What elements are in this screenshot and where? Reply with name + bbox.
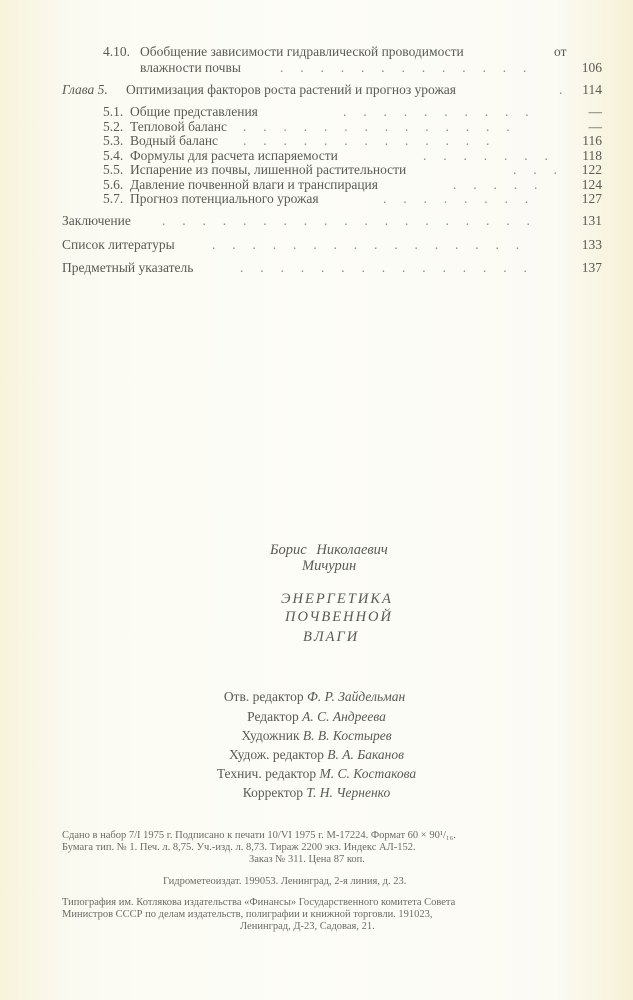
credit-technical-editor [0, 766, 633, 782]
toc-number: 5.6. [103, 177, 124, 192]
toc-title: Давление почвенной влаги и транспирация [130, 177, 378, 192]
credit-name: А. С. Андреева [302, 709, 386, 724]
toc-number: 4.10. [103, 44, 130, 59]
credit-role: Редактор [247, 709, 299, 724]
toc-title: Тепловой баланс [130, 119, 227, 134]
toc-page-number: 122 [581, 162, 602, 177]
credit-name: М. С. Костакова [319, 766, 417, 781]
toc-leader-dots: . . . . . . . . . . . . . . . . . . . [162, 213, 530, 228]
book-title-line3: ВЛАГИ [303, 629, 360, 645]
toc-number: 5.3. [103, 133, 124, 148]
toc-chapter-prefix: Глава 5. [62, 82, 108, 97]
imprint-line1: Сдано в набор 7/I 1975 г. Подписано к печати 10/VI 1975 г. М-17224. Формат 60 × 90¹/₁₆. [62, 830, 456, 841]
toc-leader-dots: . . . . . . . . . . . . . . [243, 119, 510, 134]
toc-leader-dots: . . . . . . . [423, 148, 548, 163]
book-title-line1: ЭНЕРГЕТИКА [281, 591, 393, 607]
toc-page-number: 116 [582, 133, 602, 148]
toc-title: Формулы для расчета испаряемости [130, 148, 338, 163]
toc-title-line2: влажности почвы [140, 60, 241, 75]
toc-title-tail: от [554, 44, 567, 59]
toc-number: 5.7. [103, 191, 124, 206]
imprint-printer-line2: Министров СССР по делам издательств, полиграфии и книжной торговли. 191023, [62, 909, 433, 920]
credit-name: В. В. Костырев [302, 728, 392, 743]
toc-number: 5.5. [103, 162, 124, 177]
imprint-printer-line1: Типография им. Котлякова издательства «Финансы» Государственного комитета Совета [62, 897, 456, 908]
toc-title: Прогноз потенциального урожая [130, 191, 319, 206]
toc-title: Обобщение зависимости гидравлической проводимости [140, 44, 464, 59]
toc-number: 5.4. [103, 148, 124, 163]
credit-role: Худож. редактор [229, 747, 324, 762]
author-last-name: Мичурин [302, 558, 357, 574]
credit-artist [0, 728, 633, 744]
credit-art-editor [0, 747, 633, 763]
credit-proofreader [0, 785, 633, 801]
toc-leader-dots: . . . . . . . . [383, 191, 529, 206]
toc-page-number: 114 [582, 82, 602, 97]
toc-page-number: 127 [581, 191, 602, 206]
toc-title: Общие представления [130, 104, 258, 119]
toc-page-number: — [588, 119, 602, 134]
credit-role: Корректор [242, 785, 303, 800]
toc-page-number: — [588, 104, 602, 119]
toc-leader-dots: . . . . . [453, 177, 538, 192]
toc-leader-dots: . . . . . . . . . . . . . [243, 133, 490, 148]
toc-page-number: 137 [581, 260, 602, 275]
toc-number: 5.2. [103, 119, 124, 134]
credit-responsible-editor [0, 689, 631, 705]
imprint-publisher: Гидрометеоиздат. 199053. Ленинград, 2-я линия, д. 23. [163, 876, 407, 887]
toc-leader-dots: . . . . . . . . . . . . . . . [240, 260, 527, 275]
toc-page-number: 124 [581, 177, 602, 192]
toc-title: Заключение [62, 213, 131, 228]
toc-title: Водный баланс [130, 133, 219, 148]
imprint-line2: Бумага тип. № 1. Печ. л. 8,75. Уч.-изд. л. 8,73. Тираж 2200 экз. Индекс АЛ-152. [62, 842, 416, 853]
credit-name: Т. Н. Черненко [306, 785, 391, 800]
toc-leader-dots: . . . . . . . . . . . . . . . . [212, 237, 520, 252]
toc-title: Предметный указатель [62, 260, 194, 275]
toc-title: Список литературы [62, 237, 175, 252]
toc-page-number: 131 [581, 213, 602, 228]
toc-leader-dots: . . . . . . . . . . . . . [280, 60, 527, 75]
credit-role: Технич. редактор [216, 766, 317, 781]
toc-title: Оптимизация факторов роста растений и прогноз урожая [126, 82, 456, 97]
author-first-name: Борис Николаевич [270, 542, 388, 558]
toc-leader-dots: . . . . . . . . . . [343, 104, 529, 119]
toc-title: Испарение из почвы, лишенной растительности [130, 162, 407, 177]
credit-editor [0, 709, 633, 725]
credit-name: Ф. Р. Зайдельман [307, 689, 406, 704]
toc-leader-dots: . . . [513, 162, 557, 177]
toc-leader-dots: . [559, 82, 563, 97]
imprint-line3: Заказ № 311. Цена 87 коп. [249, 854, 365, 865]
book-title-line2: ПОЧВЕННОЙ [285, 609, 393, 625]
toc-number: 5.1. [103, 104, 124, 119]
credit-role: Художник [241, 728, 300, 743]
imprint-printer-line3: Ленинград, Д-23, Садовая, 21. [240, 921, 375, 932]
toc-page-number: 118 [582, 148, 602, 163]
credit-name: В. А. Баканов [327, 747, 404, 762]
toc-page-number: 133 [581, 237, 602, 252]
toc-page-number: 106 [581, 60, 602, 75]
credit-role: Отв. редактор [223, 689, 304, 704]
